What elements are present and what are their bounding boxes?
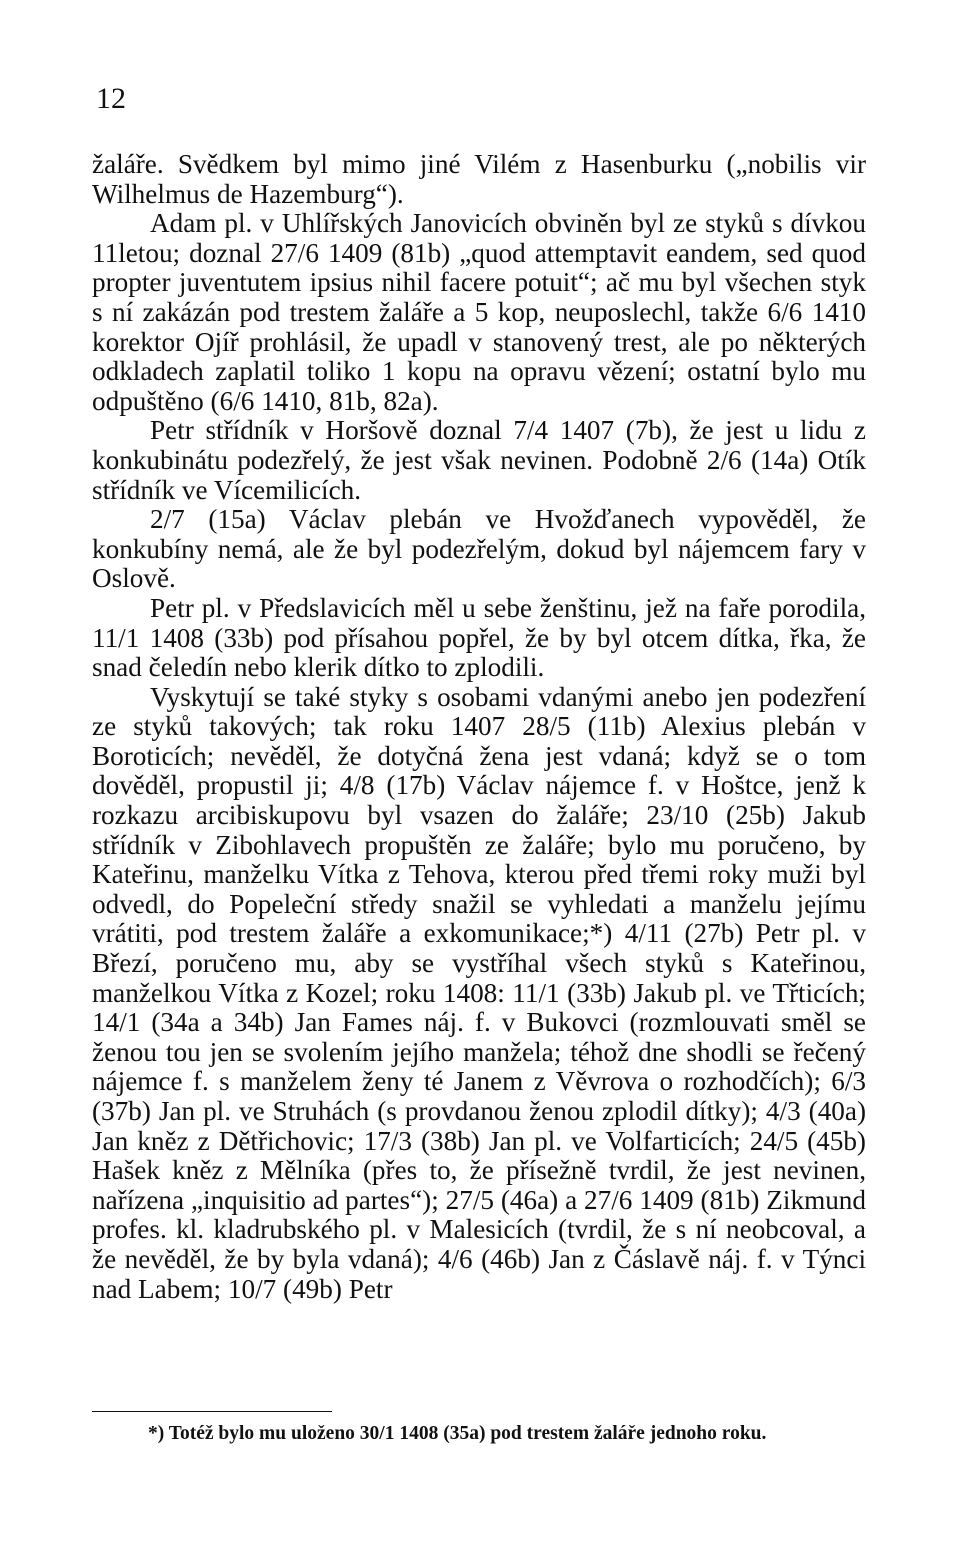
paragraph-vaclav-hvozdany: 2/7 (15a) Václav plebán ve Hvožďanech vypověděl, že konkubíny nemá, ale že byl podezřelým, dokud byl nájemcem fary v Oslově.: [92, 504, 866, 594]
paragraph-married-persons: Vyskytují se také styky s osobami vdanými anebo jen podezření ze styků takových; tak roku 1407 28/5 (11b) Alexius plebán v Boroticích; nevěděl, že dotyčná žena jest vdaná; když se o tom dověděl, propustil ji; 4/8 (17b) Václav nájemce f. v Hoštce, jenž k rozkazu arcibiskupovu byl vsazen do žaláře; 23/10 (25b) Jakub střídník v Zibohlavech propuštěn ze žaláře; bylo mu poručeno, by Kateřinu, manželku Vítka z Tehova, kterou před třemi roky muži byl odvedl, do Popeleční středy snažil se vyhledati a manželu jejímu vrátiti, pod trestem žaláře a exkomunikace;*) 4/11 (27b) Petr pl. v Březí, poručeno mu, aby se vystříhal všech styků s Kateřinou, manželkou Vítka z Kozel; roku 1408: 11/1 (33b) Jakub pl. ve Třticích; 14/1 (34a a 34b) Jan Fames náj. f. v Bukovci (rozmlouvati směl se ženou tou jen se svolením jejího manžela; téhož dne shodli se řečený nájemce f. s manželem ženy té Janem z Věvrova o rozhodčích); 6/3 (37b) Jan pl. ve Struhách (s provdanou ženou zplodil dítky); 4/3 (40a) Jan kněz z Dětřichovic; 17/3 (38b) Jan pl. ve Volfarticích; 24/5 (45b) Hašek kněz z Mělníka (přes to, že přísežně tvrdil, že jest nevinen, nařízena „inquisitio ad partes“); 27/5 (46a) a 27/6 1409 (81b) Zikmund profes. kl. kladrubského pl. v Malesicích (tvrdil, že s ní neobcoval, a že nevěděl, že by byla vdaná); 4/6 (46b) Jan z Čáslavě náj. f. v Týnci nad Labem; 10/7 (49b) Petr: [92, 681, 866, 1304]
page-number: 12: [96, 82, 126, 115]
paragraph-petr-horsov: Petr střídník v Horšově doznal 7/4 1407 (7b), že jest u lidu z konkubinátu podezřelý, že jest však nevinen. Podobně 2/6 (14a) Otík střídník ve Vícemilicích.: [92, 415, 866, 505]
paragraph-continued: žaláře. Svědkem byl mimo jiné Vilém z Hasenburku („nobilis vir Wilhelmus de Hazemburg“).: [92, 149, 866, 209]
paragraph-adam: Adam pl. v Uhlířských Janovicích obviněn byl ze styků s dívkou 11letou; doznal 27/6 1409 (81b) „quod attemptavit eandem, sed quod propter juventutem ipsius nihil facere potuit“; ač mu byl všechen styk s ní zakázán pod trestem žaláře a 5 kop, neuposlechl, takže 6/6 1410 korektor Ojíř prohlásil, že upadl v stanovený trest, ale po některých odkladech zaplatil toliko 1 kopu na opravu vězení; ostatní bylo mu odpuštěno (6/6 1410, 81b, 82a).: [92, 208, 866, 416]
footnote: *) Totéž bylo mu uloženo 30/1 1408 (35a) pod trestem žaláře jednoho roku.: [148, 1423, 767, 1444]
paragraph-petr-predslavice: Petr pl. v Předslavicích měl u sebe ženštinu, jež na faře porodila, 11/1 1408 (33b) pod přísahou popřel, že by byl otcem dítka, řka, že snad čeledín nebo klerik dítko to zplodili.: [92, 592, 866, 683]
body-text: [92, 150, 866, 1304]
footnote-divider: [92, 1411, 332, 1412]
